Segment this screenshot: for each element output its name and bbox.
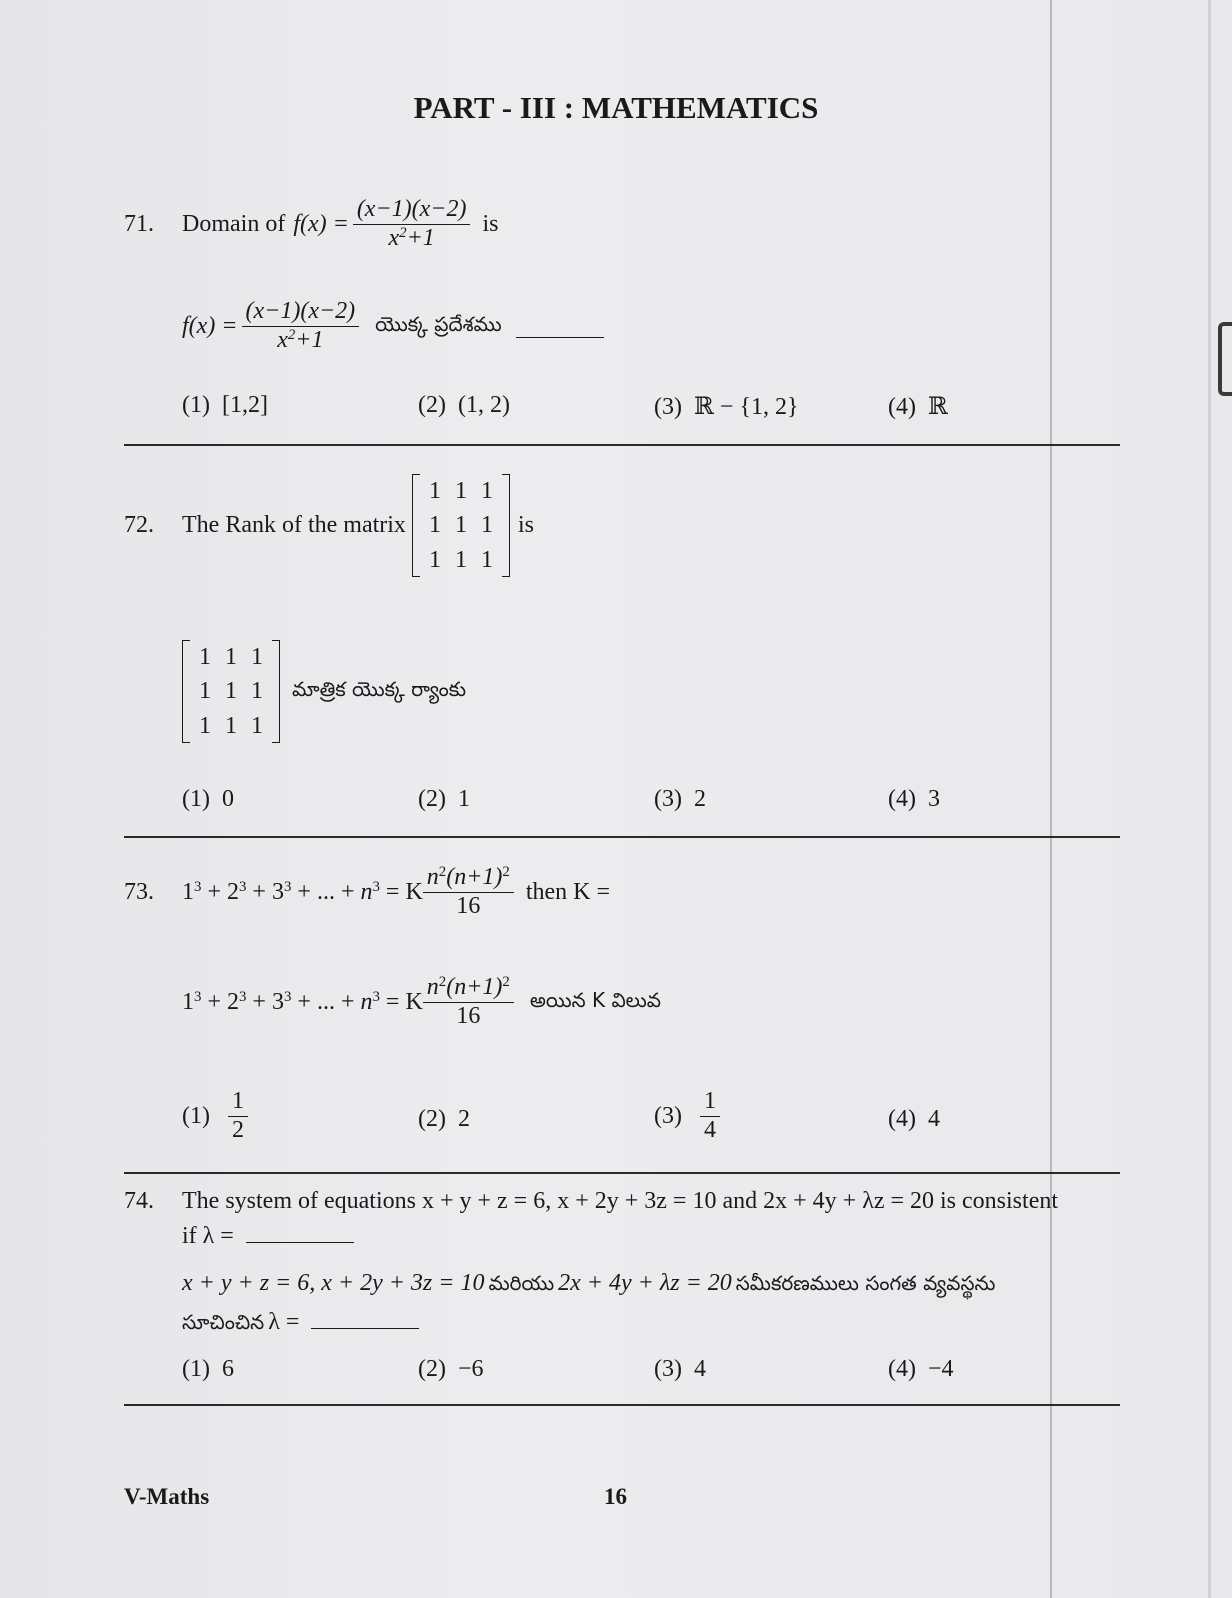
option-2: [418, 1106, 470, 1133]
question-text-telugu: అయిన K విలువ: [529, 987, 661, 1012]
option-value: 6: [221, 1356, 234, 1382]
matrix-cell: 1: [199, 678, 211, 705]
fraction-numerator: 1: [700, 1088, 720, 1117]
fraction-denominator: 2: [231, 1116, 244, 1143]
matrix-cell: 1: [480, 478, 493, 504]
term: + 2: [201, 988, 239, 1015]
matrix: [182, 640, 280, 743]
page-number: 16: [604, 1484, 627, 1509]
domain-fraction: [353, 196, 471, 252]
option-4: [888, 1356, 954, 1383]
paper-edge-line: [1208, 0, 1211, 1598]
option-value: 0: [221, 786, 234, 812]
exp: 3: [283, 878, 292, 895]
option-4: [888, 1106, 940, 1133]
lambda-text: λ =: [268, 1309, 300, 1335]
option-label: (3): [654, 786, 682, 812]
term: n: [360, 878, 373, 905]
matrix-cell: 1: [454, 478, 467, 504]
exp: 3: [238, 878, 247, 895]
matrix-cell: 1: [480, 512, 493, 539]
answer-blank: [311, 1308, 419, 1329]
term: + 3: [246, 878, 284, 905]
question-72-english: [124, 474, 534, 577]
exp: 3: [194, 878, 202, 895]
option-value: 2: [457, 1106, 470, 1132]
option-3: [654, 392, 799, 421]
term: n: [360, 988, 373, 1015]
fraction-numerator: (x−1)(x−2): [242, 298, 360, 327]
term: = K: [379, 988, 423, 1015]
fraction-denominator: [242, 327, 360, 355]
answer-blank: [246, 1222, 354, 1243]
telugu-text: మరియు: [488, 1271, 555, 1295]
option-value: 4: [927, 1106, 940, 1132]
question-74-telugu-line1: [182, 1270, 995, 1300]
matrix-cell: 1: [199, 644, 211, 670]
term: = K: [379, 878, 423, 905]
num-a-exp: 2: [438, 863, 447, 880]
option-fraction: [700, 1088, 720, 1144]
function-label: f(x) =: [293, 210, 349, 237]
num-b: (n+1): [446, 864, 503, 890]
question-number: 72.: [124, 512, 154, 539]
num-b-exp: 2: [502, 863, 510, 880]
option-3: [654, 786, 706, 813]
equation-text: 2x + 4y + λz = 20: [558, 1270, 732, 1296]
option-2: [418, 392, 510, 419]
option-label: (3): [654, 1356, 682, 1382]
question-text: The Rank of the matrix: [182, 512, 406, 539]
option-1: [182, 1088, 252, 1144]
paper-fold-line: [1050, 0, 1052, 1598]
series-lhs: [182, 879, 423, 906]
option-1: [182, 392, 268, 419]
question-number: 74.: [124, 1188, 154, 1214]
term: 1: [182, 878, 194, 905]
question-74-english: [124, 1188, 1058, 1215]
option-4: [888, 392, 948, 421]
den-base: x: [277, 326, 288, 353]
matrix-cell: 1: [225, 644, 237, 670]
option-3: [654, 1356, 706, 1383]
matrix-cell: 1: [428, 546, 441, 573]
option-label: (3): [654, 394, 682, 420]
option-4: [888, 786, 940, 813]
option-value: [1,2]: [221, 392, 268, 418]
matrix-cell: 1: [428, 478, 441, 504]
option-label: (1): [182, 1356, 210, 1382]
matrix-cell: 1: [251, 678, 263, 705]
question-73-english: [124, 864, 610, 920]
option-value: −4: [927, 1356, 954, 1382]
option-label: (1): [182, 786, 210, 812]
matrix-cell: 1: [251, 644, 263, 670]
num-a-exp: 2: [438, 973, 447, 990]
fraction-numerator: 1: [228, 1088, 248, 1117]
fraction-denominator: [353, 225, 471, 253]
exp: 3: [194, 988, 202, 1005]
question-71-english: [124, 196, 499, 252]
matrix-cell: 1: [454, 546, 467, 573]
question-suffix: then K =: [525, 878, 611, 905]
question-suffix: is: [482, 210, 499, 237]
answer-blank: [516, 315, 604, 338]
option-value: 1: [457, 786, 470, 812]
option-1: [182, 786, 234, 813]
num-a: n: [426, 864, 439, 890]
exp: 3: [372, 878, 380, 895]
option-fraction: [228, 1088, 248, 1144]
option-value: (1, 2): [457, 392, 510, 418]
fraction-numerator: [423, 864, 514, 893]
option-3: [654, 1088, 724, 1144]
question-73-telugu: [182, 974, 661, 1030]
question-number: 73.: [124, 878, 154, 905]
question-text: Domain of: [182, 210, 286, 237]
question-divider: [124, 444, 1120, 446]
matrix-cell: 1: [454, 512, 467, 539]
option-label: (3): [654, 1102, 682, 1129]
option-value: ℝ: [927, 394, 948, 420]
den-exponent: 2: [287, 326, 296, 343]
page-title: PART - III : MATHEMATICS: [413, 90, 819, 125]
term: + 2: [201, 878, 239, 905]
num-b-exp: 2: [502, 973, 510, 990]
option-1: [182, 1356, 234, 1383]
num-b: (n+1): [446, 974, 503, 1000]
question-72-telugu: [182, 640, 466, 743]
fraction-numerator: [423, 974, 514, 1003]
option-value: −6: [457, 1356, 484, 1382]
exp: 3: [372, 988, 380, 1005]
den-base: x: [388, 224, 400, 251]
equation-text: x + y + z = 6, x + 2y + 3z = 10: [182, 1270, 485, 1296]
matrix-cell: 1: [225, 678, 237, 705]
question-divider: [124, 1172, 1120, 1174]
option-value: 3: [927, 786, 940, 812]
question-71-telugu: [182, 298, 604, 354]
series-fraction: [423, 864, 514, 920]
term: + ... +: [291, 988, 361, 1015]
exp: 3: [238, 988, 247, 1005]
matrix: [412, 474, 510, 577]
matrix-cell: 1: [251, 712, 263, 739]
question-text-telugu: మాత్రిక యొక్క ర్యాంకు: [292, 677, 467, 702]
option-label: (4): [888, 1106, 916, 1132]
option-value: 2: [693, 786, 706, 812]
series-lhs: [182, 989, 423, 1016]
question-text-telugu: యొక్క ప్రదేశము: [375, 311, 502, 336]
binder-clip-icon: [1218, 322, 1232, 396]
option-label: (1): [182, 392, 210, 418]
fraction-numerator: (x−1)(x−2): [353, 196, 471, 225]
den-exponent: 2: [399, 224, 407, 241]
option-label: (4): [888, 786, 916, 812]
question-number: 71.: [124, 210, 154, 237]
option-value: ℝ − {1, 2}: [693, 394, 799, 420]
term: + 3: [246, 988, 284, 1015]
option-2: [418, 1356, 484, 1383]
fraction-denominator: 16: [456, 1002, 481, 1029]
question-divider: [124, 1404, 1120, 1406]
option-value: 4: [693, 1356, 706, 1382]
term: + ... +: [291, 878, 361, 905]
question-divider: [124, 836, 1120, 838]
telugu-text: సూచించిన: [182, 1310, 265, 1334]
matrix-cell: 1: [480, 546, 493, 573]
question-74-english-line2: [182, 1222, 354, 1250]
option-label: (2): [418, 786, 446, 812]
option-label: (2): [418, 392, 446, 418]
question-74-telugu-line2: [182, 1308, 419, 1339]
option-label: (1): [182, 1102, 210, 1129]
option-2: [418, 786, 470, 813]
matrix-cell: 1: [225, 712, 237, 739]
telugu-text: సమీకరణములు సంగత వ్యవస్థను: [735, 1271, 996, 1295]
option-label: (2): [418, 1356, 446, 1382]
den-rest: +1: [295, 326, 324, 353]
den-rest: +1: [406, 224, 435, 251]
footer-subject: V-Maths: [124, 1484, 210, 1509]
option-label: (4): [888, 1356, 916, 1382]
matrix-cell: 1: [199, 712, 211, 739]
term: 1: [182, 988, 194, 1015]
num-a: n: [426, 974, 439, 1000]
question-text: if λ =: [182, 1223, 234, 1249]
function-label: f(x) =: [182, 312, 238, 339]
fraction-denominator: 16: [456, 892, 481, 919]
matrix-cell: 1: [428, 512, 441, 539]
exp: 3: [283, 988, 292, 1005]
question-suffix: is: [517, 512, 534, 539]
option-label: (4): [888, 394, 916, 420]
question-text: The system of equations x + y + z = 6, x + 2y + 3z = 10 and 2x + 4y + λz = 20 is consistent: [182, 1188, 1059, 1214]
series-fraction: [423, 974, 514, 1030]
domain-fraction: [242, 298, 360, 354]
fraction-denominator: 4: [703, 1116, 716, 1143]
option-label: (2): [418, 1106, 446, 1132]
